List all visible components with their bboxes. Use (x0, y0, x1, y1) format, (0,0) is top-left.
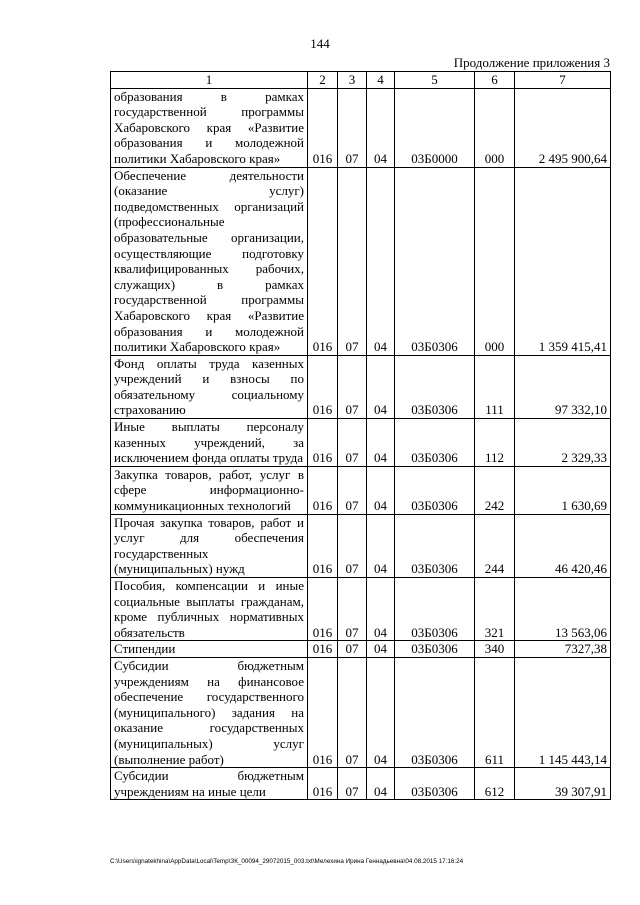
row-expense-type: 242 (475, 466, 515, 514)
row-target-code: 03Б0306 (395, 466, 475, 514)
row-target-code: 03Б0306 (395, 657, 475, 767)
header-col-1: 1 (111, 72, 308, 89)
header-col-2: 2 (308, 72, 338, 89)
row-section-code: 07 (338, 167, 367, 355)
row-amount: 7327,38 (515, 641, 611, 658)
row-subsection-code: 04 (367, 88, 395, 167)
row-section-code: 07 (338, 514, 367, 577)
row-subsection-code: 04 (367, 514, 395, 577)
budget-table (110, 71, 611, 800)
table-row (111, 768, 611, 800)
row-name: Фонд оплаты труда казенных учреждений и взносы по обязательному социальному страхованию (111, 355, 308, 418)
row-amount: 2 329,33 (515, 419, 611, 467)
header-col-6: 6 (475, 72, 515, 89)
row-section-code: 07 (338, 768, 367, 800)
row-target-code: 03Б0306 (395, 768, 475, 800)
row-name: Обеспечение деятельности (оказание услуг) подведомственных организаций (профессиональные образовательные организации, осуществляющие подготовку квалифицированных рабочих, служащих) в рамках государственной программы Хабаровского края «Развитие образования и молодежной политики Хабаровского края» (111, 167, 308, 355)
row-subsection-code: 04 (367, 641, 395, 658)
row-name: Пособия, компенсации и иные социальные выплаты гражданам, кроме публичных нормативных обязательств (111, 578, 308, 641)
table-row (111, 578, 611, 641)
row-name: Иные выплаты персоналу казенных учреждений, за исключением фонда оплаты труда (111, 419, 308, 467)
row-amount: 97 332,10 (515, 355, 611, 418)
row-section-code: 07 (338, 657, 367, 767)
row-ministry-code: 016 (308, 466, 338, 514)
row-name: Субсидии бюджетным учреждениям на иные цели (111, 768, 308, 800)
row-target-code: 03Б0306 (395, 578, 475, 641)
row-amount: 13 563,06 (515, 578, 611, 641)
row-ministry-code: 016 (308, 578, 338, 641)
row-section-code: 07 (338, 88, 367, 167)
row-target-code: 03Б0000 (395, 88, 475, 167)
table-row (111, 514, 611, 577)
row-target-code: 03Б0306 (395, 514, 475, 577)
row-target-code: 03Б0306 (395, 641, 475, 658)
header-col-3: 3 (338, 72, 367, 89)
page-number: 144 (310, 36, 330, 51)
row-target-code: 03Б0306 (395, 419, 475, 467)
row-name: Закупка товаров, работ, услуг в сфере информационно-коммуникационных технологий (111, 466, 308, 514)
row-target-code: 03Б0306 (395, 167, 475, 355)
table-row (111, 88, 611, 167)
row-expense-type: 611 (475, 657, 515, 767)
table-header-row (111, 72, 611, 89)
row-ministry-code: 016 (308, 167, 338, 355)
row-expense-type: 112 (475, 419, 515, 467)
header-col-7: 7 (515, 72, 611, 89)
row-name: образования в рамках государственной программы Хабаровского края «Развитие образования и молодежной политики Хабаровского края» (111, 88, 308, 167)
row-section-code: 07 (338, 355, 367, 418)
row-expense-type: 612 (475, 768, 515, 800)
row-name: Прочая закупка товаров, работ и услуг для обеспечения государственных (муниципальных) нужд (111, 514, 308, 577)
row-subsection-code: 04 (367, 419, 395, 467)
header-col-4: 4 (367, 72, 395, 89)
row-expense-type: 000 (475, 88, 515, 167)
row-ministry-code: 016 (308, 88, 338, 167)
row-subsection-code: 04 (367, 578, 395, 641)
row-expense-type: 000 (475, 167, 515, 355)
row-amount: 2 495 900,64 (515, 88, 611, 167)
row-expense-type: 340 (475, 641, 515, 658)
row-section-code: 07 (338, 419, 367, 467)
row-ministry-code: 016 (308, 419, 338, 467)
row-amount: 46 420,46 (515, 514, 611, 577)
row-amount: 39 307,91 (515, 768, 611, 800)
row-subsection-code: 04 (367, 466, 395, 514)
row-section-code: 07 (338, 578, 367, 641)
row-ministry-code: 016 (308, 355, 338, 418)
table-row (111, 466, 611, 514)
table-row (111, 641, 611, 658)
row-subsection-code: 04 (367, 167, 395, 355)
row-subsection-code: 04 (367, 768, 395, 800)
row-name: Стипендии (111, 641, 308, 658)
row-expense-type: 244 (475, 514, 515, 577)
table-row (111, 419, 611, 467)
row-ministry-code: 016 (308, 768, 338, 800)
row-section-code: 07 (338, 641, 367, 658)
row-amount: 1 359 415,41 (515, 167, 611, 355)
table-row (111, 355, 611, 418)
row-amount: 1 145 443,14 (515, 657, 611, 767)
row-expense-type: 111 (475, 355, 515, 418)
row-name: Субсидии бюджетным учреждениям на финансовое обеспечение государственного (муниципального) задания на оказание государственных (муниципальных) услуг (выполнение работ) (111, 657, 308, 767)
row-ministry-code: 016 (308, 641, 338, 658)
row-ministry-code: 016 (308, 657, 338, 767)
file-path-footer: C:\Users\ignatekhina\AppData\Local\Temp\ЗК_00094_29072015_003.txt\Мелехина Ирина Геннадьевна\04.08.2015 17:16:24 (110, 858, 464, 865)
row-subsection-code: 04 (367, 355, 395, 418)
header-col-5: 5 (395, 72, 475, 89)
row-subsection-code: 04 (367, 657, 395, 767)
table-row (111, 167, 611, 355)
row-target-code: 03Б0306 (395, 355, 475, 418)
row-amount: 1 630,69 (515, 466, 611, 514)
continuation-label: Продолжение приложения 3 (453, 55, 610, 70)
row-ministry-code: 016 (308, 514, 338, 577)
row-expense-type: 321 (475, 578, 515, 641)
table-row (111, 657, 611, 767)
row-section-code: 07 (338, 466, 367, 514)
